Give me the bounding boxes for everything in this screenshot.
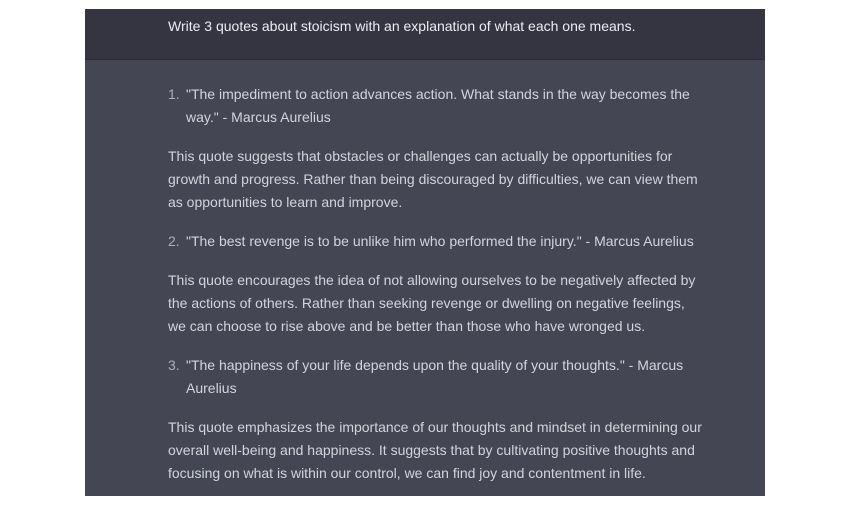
quote-explanation-3: This quote emphasizes the importance of our thoughts and mindset in determining our overall well-being and happiness. It suggests that by cultivating positive thoughts and focusing on what is within our control, we can find joy and contentment in life. [168,419,702,481]
quote-text: "The impediment to action advances action. What stands in the way becomes the way." - Marcus Aurelius [186,86,690,125]
quote-item-3 [168,354,703,400]
quote-text: "The best revenge is to be unlike him who performed the injury." - Marcus Aurelius [186,233,694,249]
quote-explanation-1: This quote suggests that obstacles or challenges can actually be opportunities for growth and progress. Rather than being discouraged by difficulties, we can view them as opportunities to learn and improve. [168,148,698,210]
quote-number: 1. [168,86,180,102]
user-message [85,9,765,60]
user-prompt-text: Write 3 quotes about stoicism with an explanation of what each one means. [168,18,636,34]
assistant-message [85,60,765,485]
quote-number: 2. [168,233,180,249]
quote-item-1 [168,83,703,129]
quote-item-2 [168,230,703,253]
quote-explanation-2: This quote encourages the idea of not allowing ourselves to be negatively affected by the actions of others. Rather than seeking revenge or dwelling on negative feelings, we can choose to rise above and be better than those who have wronged us. [168,272,696,334]
chat-window [85,9,765,496]
quote-number: 3. [168,357,180,373]
quote-text: "The happiness of your life depends upon the quality of your thoughts." - Marcus Aurelius [186,357,684,396]
